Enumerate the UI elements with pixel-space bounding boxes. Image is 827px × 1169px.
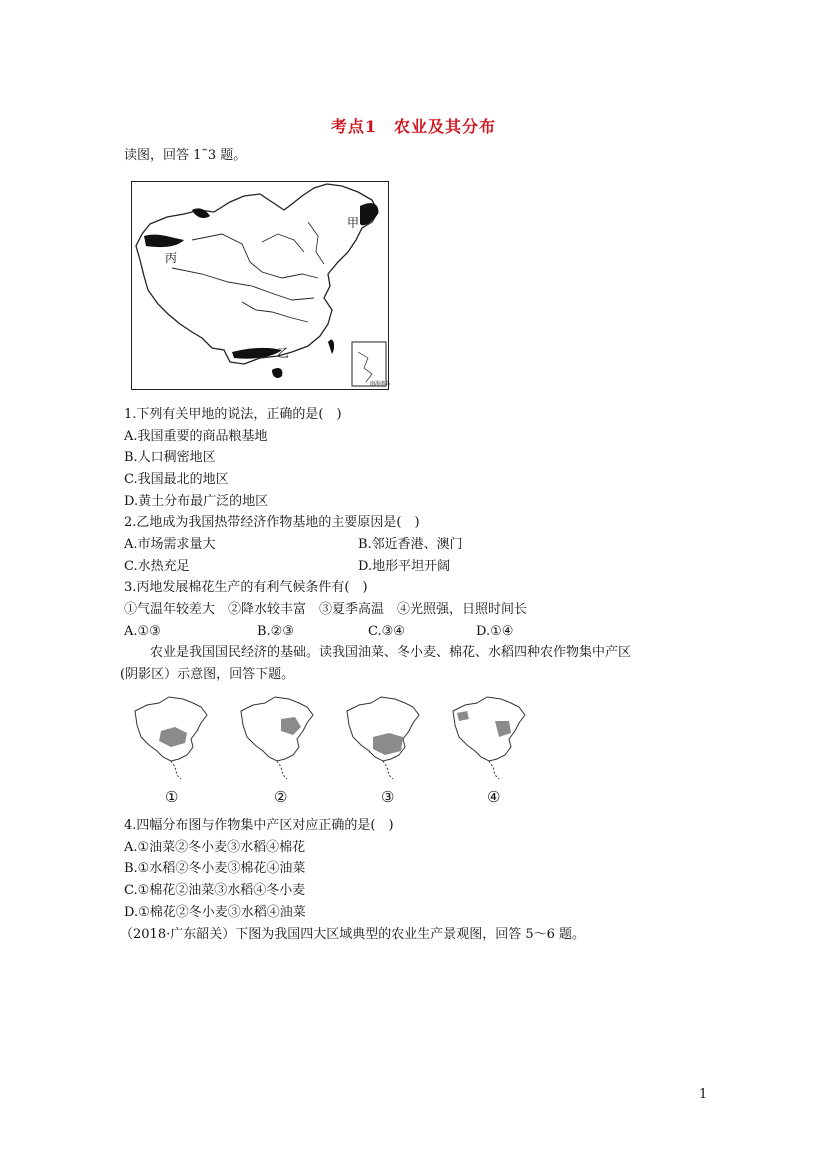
intro-text: 读图，回答 1˜3 题。 [124, 148, 247, 163]
q3-option-c[interactable]: C.③④ [368, 624, 405, 639]
svg-text:南海诸岛: 南海诸岛 [370, 381, 391, 387]
label-yi: 乙 [277, 346, 290, 360]
map-label-2: ② [274, 788, 288, 806]
passage-line-1: 农业是我国国民经济的基础。读我国油菜、冬小麦、棉花、水稻四种农作物集中产区 [150, 645, 632, 660]
q2-option-a[interactable]: A.市场需求量大 [124, 537, 216, 552]
next-intro: （2018·广东韶关）下图为我国四大区域典型的农业生产景观图，回答 5～6 题。 [120, 927, 586, 942]
q4-option-a[interactable]: A.①油菜②冬小麦③水稻④棉花 [124, 840, 306, 855]
q2-option-c[interactable]: C.水热充足 [124, 559, 190, 574]
q1-stem: 1.下列有关甲地的说法，正确的是( ) [124, 407, 342, 422]
q3-option-d[interactable]: D.①④ [476, 624, 514, 639]
q2-stem: 2.乙地成为我国热带经济作物基地的主要原因是( ) [124, 515, 420, 530]
q1-option-c[interactable]: C.我国最北的地区 [124, 472, 229, 487]
crop-map-4 [449, 695, 531, 781]
crop-map-2 [237, 695, 319, 781]
crop-map-1 [131, 695, 213, 781]
crop-map-3 [343, 695, 425, 781]
label-jia: 甲 [347, 216, 360, 230]
q4-option-d[interactable]: D.①棉花②冬小麦③水稻④油菜 [124, 905, 306, 920]
map-label-1: ① [165, 788, 179, 806]
q2-option-b[interactable]: B.邻近香港、澳门 [358, 537, 463, 552]
q4-option-b[interactable]: B.①水稻②冬小麦③棉花④油菜 [124, 861, 306, 876]
q2-option-d[interactable]: D.地形平坦开阔 [358, 559, 451, 574]
china-map [131, 181, 389, 390]
page-title: 考点1 农业及其分布 [330, 117, 497, 136]
map-label-3: ③ [381, 788, 395, 806]
q4-stem: 4.四幅分布图与作物集中产区对应正确的是( ) [124, 818, 394, 833]
q1-option-b[interactable]: B.人口稠密地区 [124, 450, 216, 465]
passage-line-2: (阴影区）示意图，回答下题。 [120, 667, 295, 682]
q4-option-c[interactable]: C.①棉花②油菜③水稻④冬小麦 [124, 883, 306, 898]
q3-option-b[interactable]: B.②③ [257, 624, 294, 639]
page-number: 1 [699, 1087, 708, 1102]
q3-conditions: ①气温年较差大 ②降水较丰富 ③夏季高温 ④光照强，日照时间长 [124, 602, 528, 617]
q1-option-a[interactable]: A.我国重要的商品粮基地 [124, 429, 268, 444]
q1-option-d[interactable]: D.黄土分布最广泛的地区 [124, 494, 269, 509]
map-label-4: ④ [487, 788, 501, 806]
q3-option-a[interactable]: A.①③ [124, 624, 161, 639]
q3-stem: 3.丙地发展棉花生产的有利气候条件有( ) [124, 580, 368, 595]
label-bing: 丙 [165, 251, 178, 265]
